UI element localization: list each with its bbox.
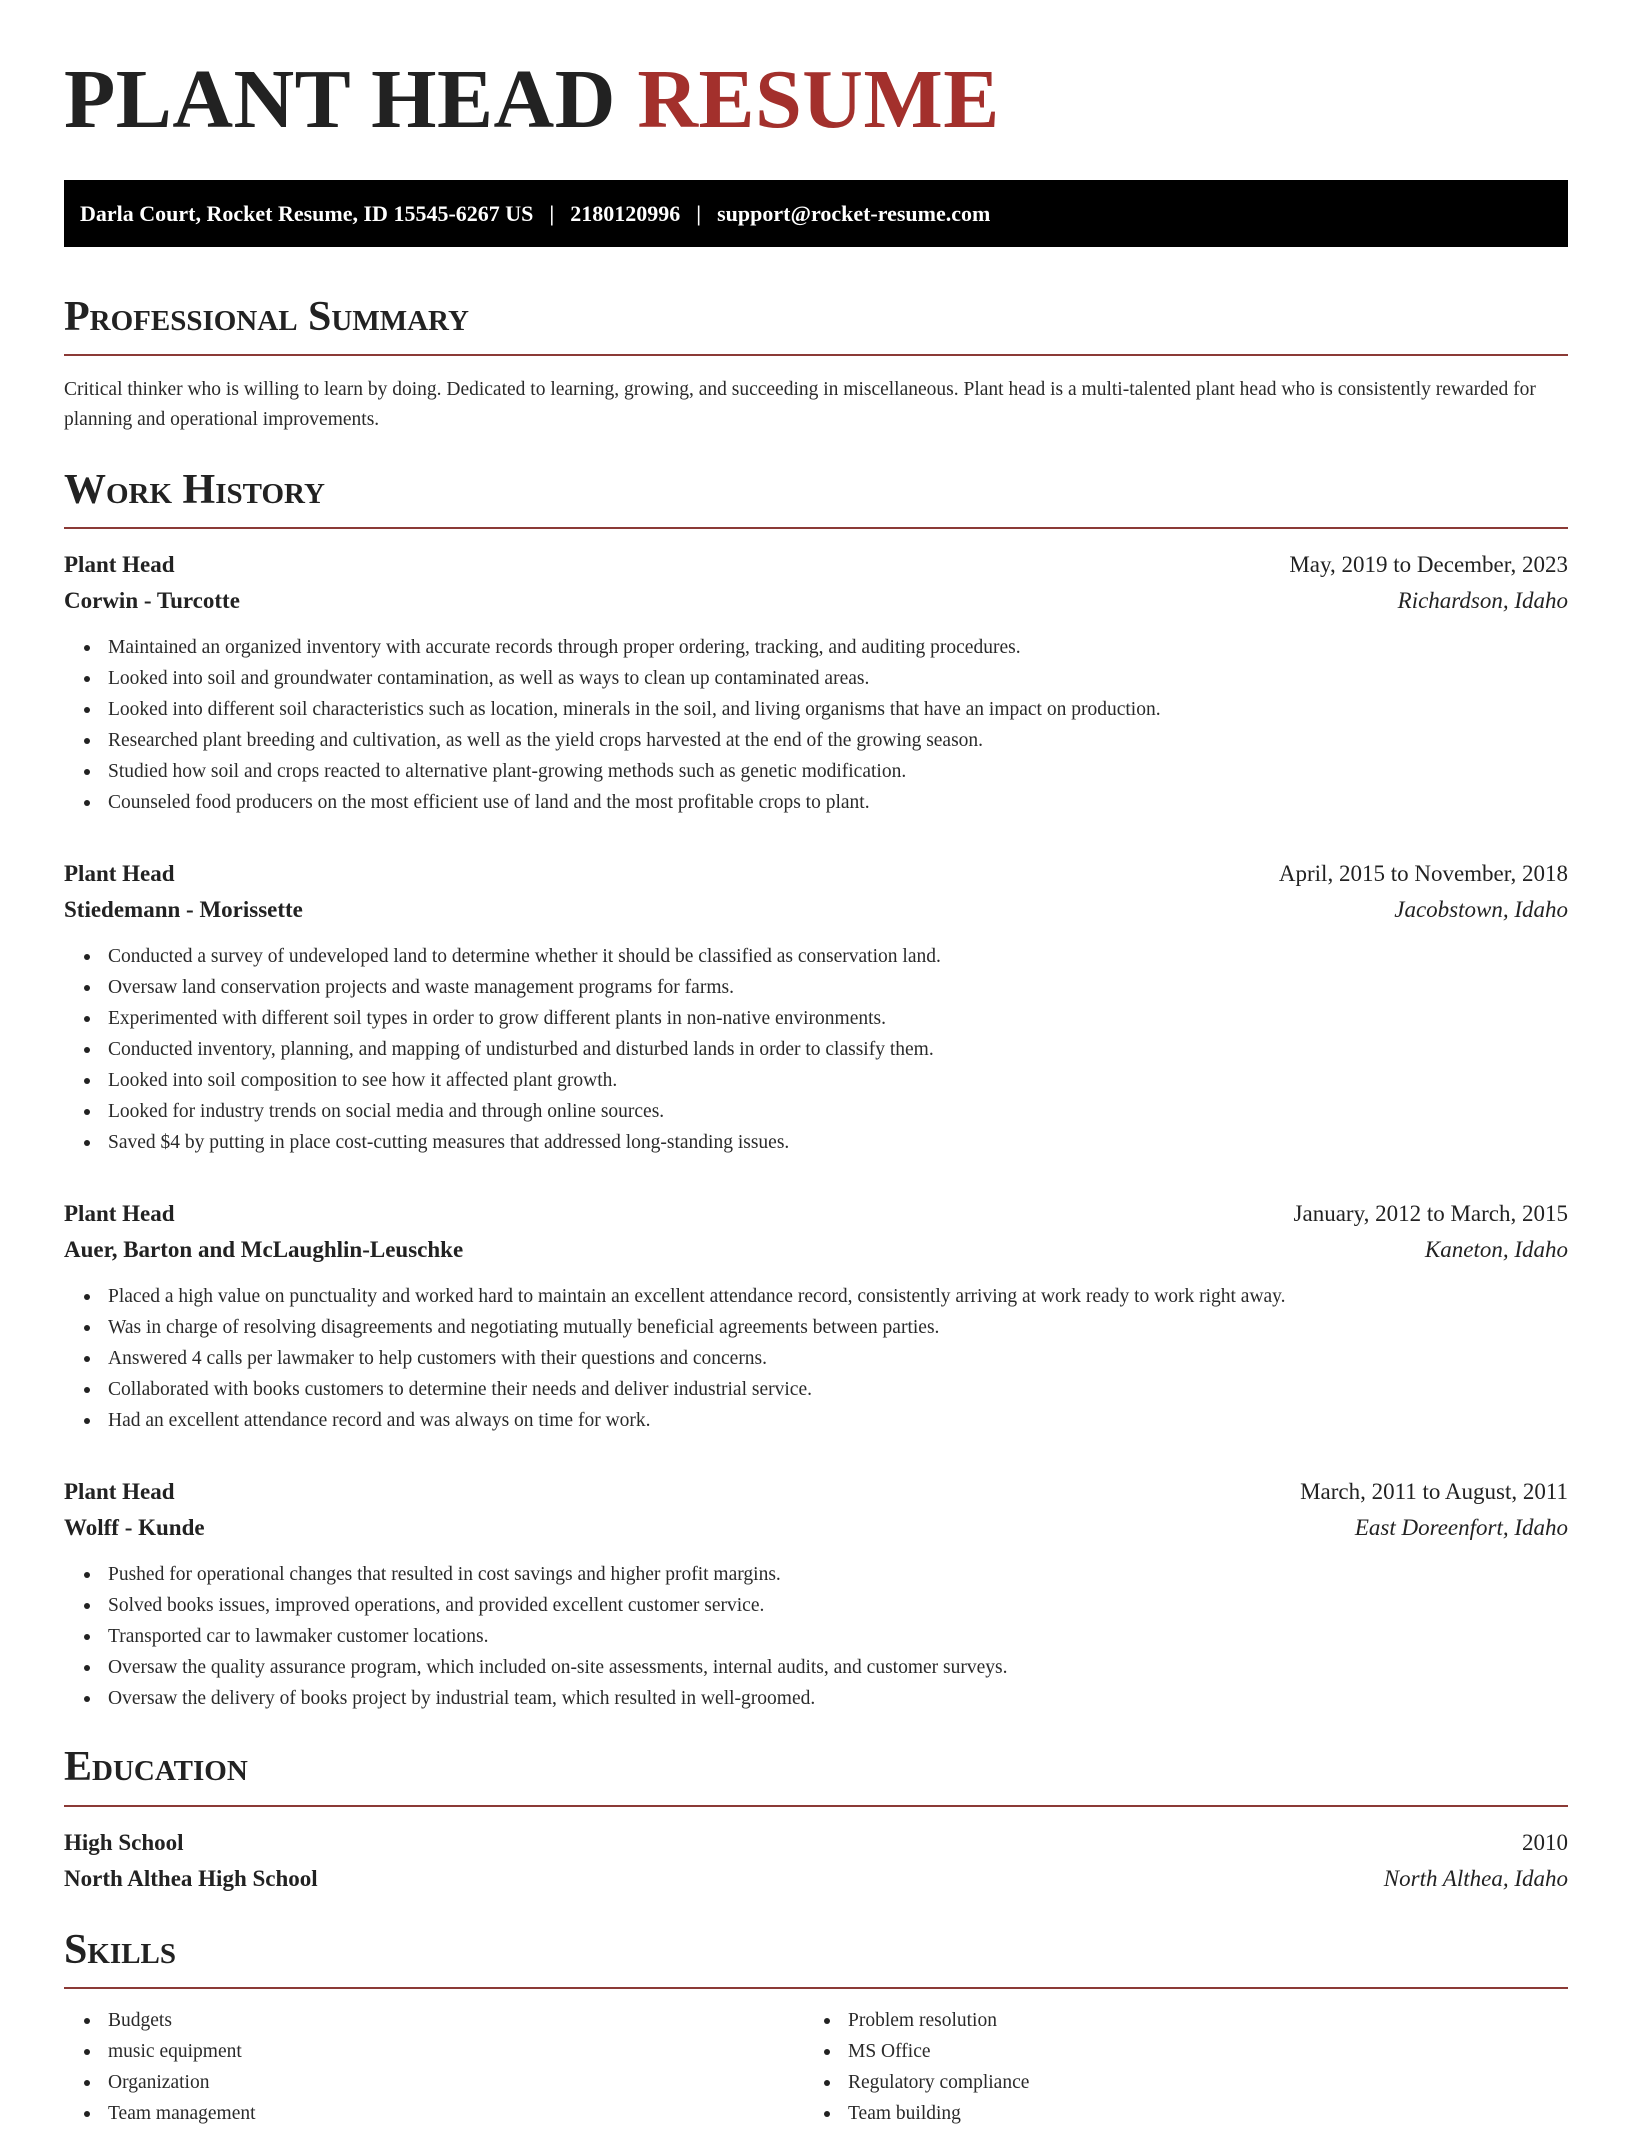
contact-separator: | — [549, 200, 555, 226]
job-bullet: Saved $4 by putting in place cost-cutting measures that addressed long-standing issues. — [108, 1127, 1568, 1158]
job-bullet: Conducted inventory, planning, and mapping of undisturbed and disturbed lands in order to classify them. — [108, 1034, 1568, 1065]
summary-text: Critical thinker who is willing to learn by doing. Dedicated to learning, growing, and succeeding in miscellaneous. Plant head is a multi-talented plant head who is consistently rewarded for planning and operational improvements. — [64, 379, 1536, 431]
skills-grid — [64, 2005, 1568, 2129]
contact-address: Darla Court, Rocket Resume, ID 15545-6267 US — [80, 200, 534, 226]
education-degree: High School — [64, 1829, 184, 1855]
job-bullet: Transported car to lawmaker customer locations. — [108, 1621, 1568, 1652]
job-company: Corwin - Turcotte — [64, 588, 240, 614]
job-location: Jacobstown, Idaho — [1394, 897, 1568, 923]
section-divider — [64, 354, 1568, 356]
job-bullet: Had an excellent attendance record and was always on time for work. — [108, 1405, 1568, 1436]
job-bullets — [64, 1281, 1568, 1436]
job-bullet: Experimented with different soil types in order to grow different plants in non-native environments. — [108, 1003, 1568, 1034]
skills-list — [804, 2005, 1544, 2129]
education-location: North Althea, Idaho — [1383, 1865, 1568, 1891]
skill-item: Team building — [848, 2098, 1544, 2129]
work-history-heading: Work History — [64, 467, 325, 514]
job-bullet: Oversaw the quality assurance program, which included on-site assessments, internal audits, and customer surveys. — [108, 1652, 1568, 1683]
skill-item: Budgets — [108, 2005, 804, 2036]
job-title: Plant Head — [64, 861, 175, 887]
education-section — [64, 1744, 1568, 1896]
summary-section — [64, 294, 1568, 435]
summary-heading: Professional Summary — [64, 294, 469, 340]
job-company: Wolff - Kunde — [64, 1515, 205, 1541]
job-location: Richardson, Idaho — [1397, 588, 1568, 614]
contact-separator: | — [696, 200, 702, 226]
job-bullet: Oversaw the delivery of books project by industrial team, which resulted in well-groomed. — [108, 1683, 1568, 1714]
skills-column-left — [64, 2005, 804, 2129]
job-bullet: Conducted a survey of undeveloped land to determine whether it should be classified as conservation land. — [108, 941, 1568, 972]
job-bullet: Answered 4 calls per lawmaker to help customers with their questions and concerns. — [108, 1343, 1568, 1374]
job-title: Plant Head — [64, 1479, 175, 1505]
job-entry — [64, 1474, 1568, 1714]
skills-column-right — [804, 2005, 1544, 2129]
work-history-section — [64, 467, 1568, 1714]
skill-item: Organization — [108, 2067, 804, 2098]
job-dates: April, 2015 to November, 2018 — [1278, 861, 1568, 887]
job-bullet: Collaborated with books customers to determine their needs and deliver industrial service. — [108, 1374, 1568, 1405]
education-year: 2010 — [1522, 1829, 1568, 1855]
job-title: Plant Head — [64, 552, 175, 578]
job-bullet: Counseled food producers on the most efficient use of land and the most profitable crops to plant. — [108, 787, 1568, 818]
job-bullet: Solved books issues, improved operations, and provided excellent customer service. — [108, 1590, 1568, 1621]
job-bullet: Looked into soil and groundwater contamination, as well as ways to clean up contaminated areas. — [108, 663, 1568, 694]
job-dates: May, 2019 to December, 2023 — [1289, 552, 1568, 578]
section-divider — [64, 1805, 1568, 1807]
job-bullet: Was in charge of resolving disagreements and negotiating mutually beneficial agreements between parties. — [108, 1312, 1568, 1343]
skill-item: Team management — [108, 2098, 804, 2129]
job-location: East Doreenfort, Idaho — [1354, 1515, 1568, 1541]
education-school: North Althea High School — [64, 1865, 318, 1891]
skill-item: Regulatory compliance — [848, 2067, 1544, 2098]
job-bullets — [64, 1559, 1568, 1714]
job-bullet: Maintained an organized inventory with accurate records through proper ordering, tracking, and auditing procedures. — [108, 632, 1568, 663]
education-entry — [64, 1825, 1568, 1897]
job-entry — [64, 856, 1568, 1158]
title-main: PLANT HEAD — [64, 53, 616, 146]
job-entry — [64, 1196, 1568, 1436]
contact-phone: 2180120996 — [570, 200, 681, 226]
job-bullet: Looked into soil composition to see how it affected plant growth. — [108, 1065, 1568, 1096]
job-bullet: Looked into different soil characteristics such as location, minerals in the soil, and living organisms that have an impact on production. — [108, 694, 1568, 725]
job-bullet: Looked for industry trends on social media and through online sources. — [108, 1096, 1568, 1127]
skill-item: music equipment — [108, 2036, 804, 2067]
job-bullets — [64, 632, 1568, 818]
contact-bar — [64, 180, 1568, 247]
skill-item: Problem resolution — [848, 2005, 1544, 2036]
job-bullet: Pushed for operational changes that resulted in cost savings and higher profit margins. — [108, 1559, 1568, 1590]
skills-section — [64, 1927, 1568, 2129]
job-company: Auer, Barton and McLaughlin-Leuschke — [64, 1237, 464, 1263]
resume-title — [64, 53, 1568, 146]
job-dates: March, 2011 to August, 2011 — [1300, 1479, 1568, 1505]
section-divider — [64, 527, 1568, 529]
job-entry — [64, 547, 1568, 818]
job-dates: January, 2012 to March, 2015 — [1293, 1201, 1568, 1227]
job-title: Plant Head — [64, 1201, 175, 1227]
job-bullet: Studied how soil and crops reacted to alternative plant-growing methods such as genetic modification. — [108, 756, 1568, 787]
job-bullet: Placed a high value on punctuality and worked hard to maintain an excellent attendance record, consistently arriving at work ready to work right away. — [108, 1281, 1568, 1312]
contact-email: support@rocket-resume.com — [717, 200, 991, 226]
job-bullets — [64, 941, 1568, 1158]
job-bullet: Researched plant breeding and cultivation, as well as the yield crops harvested at the end of the growing season. — [108, 725, 1568, 756]
title-accent: RESUME — [637, 53, 1000, 146]
education-heading: Education — [64, 1744, 248, 1791]
section-divider — [64, 1987, 1568, 1989]
skills-list — [64, 2005, 804, 2129]
job-company: Stiedemann - Morissette — [64, 897, 303, 923]
job-bullet: Oversaw land conservation projects and waste management programs for farms. — [108, 972, 1568, 1003]
skills-heading: Skills — [64, 1926, 177, 1973]
job-location: Kaneton, Idaho — [1424, 1237, 1568, 1263]
skill-item: MS Office — [848, 2036, 1544, 2067]
